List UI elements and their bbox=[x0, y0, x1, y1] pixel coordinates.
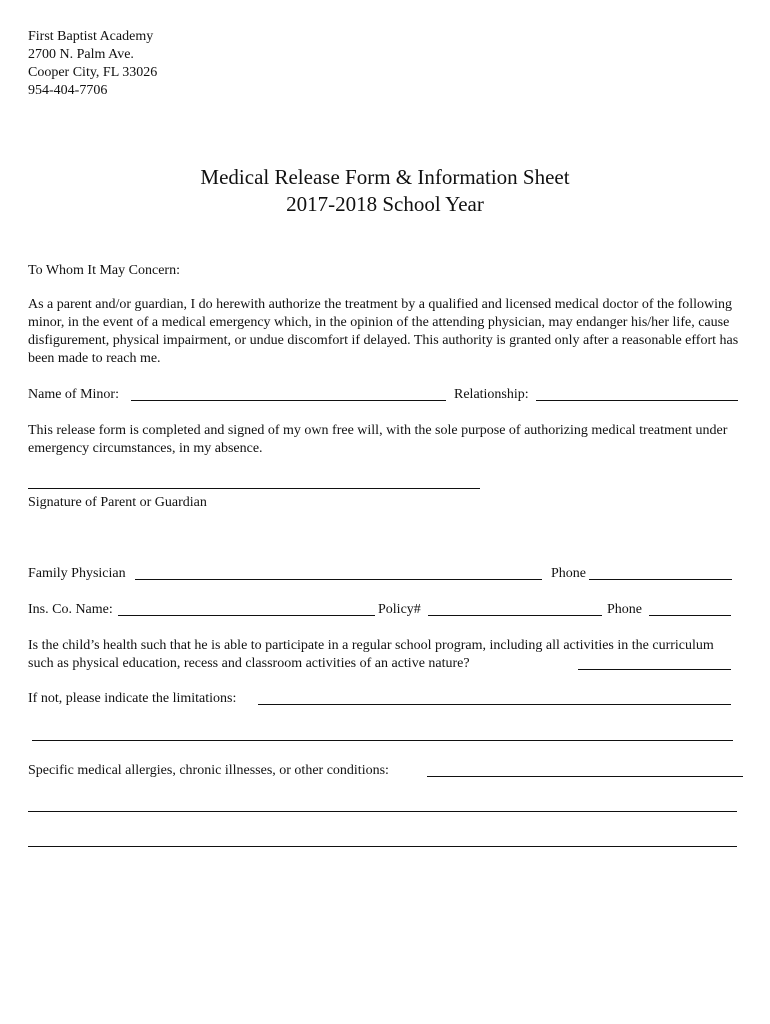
relationship-label: Relationship: bbox=[454, 387, 529, 402]
authorization-paragraph: As a parent and/or guardian, I do herewith authorize the treatment by a qualified and licensed medical doctor of the following minor, in the event of a medical emergency which, in the opinion of the attending physician, may endanger his/her life, cause disfigurement, physical impairment, or undue discomfort if delayed. This authority is granted only after a reasonable effort has been made to reach me. bbox=[28, 297, 739, 366]
relationship-field[interactable] bbox=[536, 400, 738, 401]
signature-label: Signature of Parent or Guardian bbox=[28, 495, 207, 510]
name-of-minor-label: Name of Minor: bbox=[28, 387, 119, 402]
family-physician-field[interactable] bbox=[135, 579, 542, 580]
allergies-label: Specific medical allergies, chronic illnesses, or other conditions: bbox=[28, 763, 389, 778]
allergies-field-line-3[interactable] bbox=[28, 846, 737, 847]
release-paragraph: This release form is completed and signed of my own free will, with the sole purpose of authorizing medical treatment under emergency circumstances, in my absence. bbox=[28, 423, 728, 456]
signature-field[interactable] bbox=[28, 488, 480, 489]
health-answer-field[interactable] bbox=[578, 669, 731, 670]
school-name: First Baptist Academy bbox=[28, 29, 154, 44]
health-question: Is the child’s health such that he is able to participate in a regular school program, including all activities in the curriculum such as physical education, recess and classroom activities of an active nature? bbox=[28, 638, 714, 671]
school-year: 2017-2018 School Year bbox=[286, 192, 484, 216]
limitations-field[interactable] bbox=[258, 704, 731, 705]
salutation: To Whom It May Concern: bbox=[28, 263, 180, 278]
limitations-field-line-2[interactable] bbox=[32, 740, 733, 741]
policy-field[interactable] bbox=[428, 615, 602, 616]
physician-phone-label: Phone bbox=[551, 566, 586, 581]
ins-co-name-label: Ins. Co. Name: bbox=[28, 602, 113, 617]
insurance-phone-field[interactable] bbox=[649, 615, 731, 616]
school-phone: 954-404-7706 bbox=[28, 83, 108, 98]
policy-label: Policy# bbox=[378, 602, 421, 617]
limitations-label: If not, please indicate the limitations: bbox=[28, 691, 237, 706]
ins-co-name-field[interactable] bbox=[118, 615, 375, 616]
form-title: Medical Release Form & Information Sheet bbox=[200, 165, 570, 189]
insurance-phone-label: Phone bbox=[607, 602, 642, 617]
school-address-block bbox=[28, 28, 157, 100]
school-street: 2700 N. Palm Ave. bbox=[28, 47, 134, 62]
name-of-minor-field[interactable] bbox=[131, 400, 446, 401]
allergies-field[interactable] bbox=[427, 776, 743, 777]
family-physician-label: Family Physician bbox=[28, 566, 126, 581]
allergies-field-line-2[interactable] bbox=[28, 811, 737, 812]
school-city: Cooper City, FL 33026 bbox=[28, 65, 158, 80]
physician-phone-field[interactable] bbox=[589, 579, 732, 580]
